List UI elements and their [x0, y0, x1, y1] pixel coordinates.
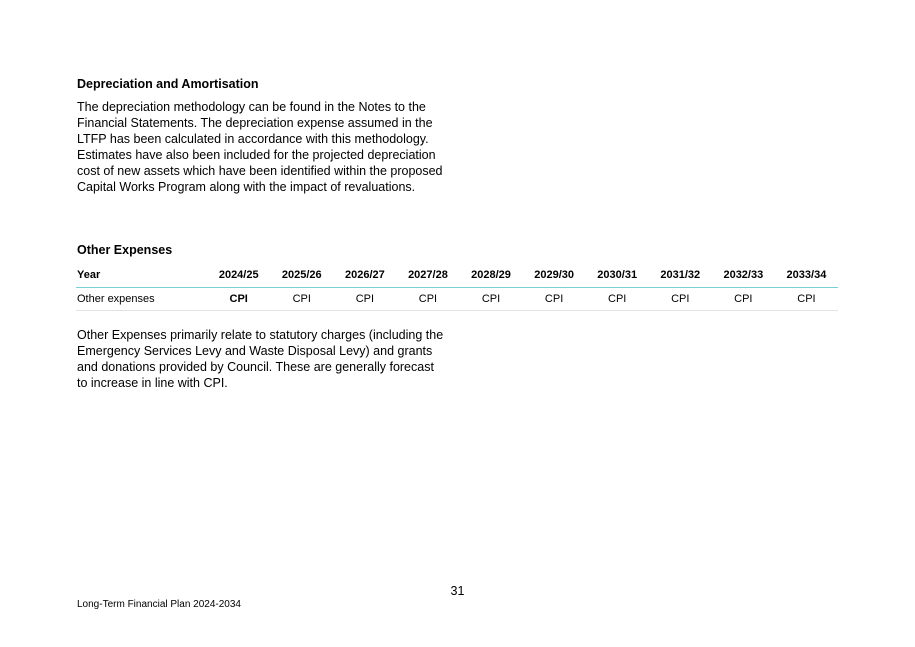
other-expenses-paragraph: Other Expenses primarily relate to statutory charges (including the Emergency Services Levy and Waste Disposal Levy) and grants and donations provided by Council. These are generally forecast to increase in line with CPI. — [77, 328, 444, 390]
table-cell: CPI — [586, 288, 649, 311]
footer-title: Long-Term Financial Plan 2024-2034 — [77, 599, 241, 610]
year-header: 2029/30 — [523, 262, 586, 288]
page-number: 31 — [450, 584, 465, 598]
other-expenses-table — [76, 262, 838, 311]
table-cell: CPI — [207, 288, 270, 311]
year-header: 2030/31 — [586, 262, 649, 288]
year-header: 2026/27 — [333, 262, 396, 288]
table-cell: CPI — [523, 288, 586, 311]
table-cell: CPI — [333, 288, 396, 311]
table-row — [76, 288, 838, 311]
table-header-row — [76, 262, 838, 288]
table-cell: CPI — [649, 288, 712, 311]
year-header: 2033/34 — [775, 262, 838, 288]
table-cell: CPI — [775, 288, 838, 311]
year-header: 2031/32 — [649, 262, 712, 288]
other-expenses-heading: Other Expenses — [77, 243, 173, 257]
table-cell: CPI — [396, 288, 459, 311]
table-cell: CPI — [712, 288, 775, 311]
depreciation-paragraph: The depreciation methodology can be found in the Notes to the Financial Statements. The depreciation expense assumed in the LTFP has been calculated in accordance with this methodology. Estimates have also been included for the projected depreciation cost of new assets which have been identified within the proposed Capital Works Program along with the impact of revaluations. — [77, 100, 443, 194]
table-cell: CPI — [270, 288, 333, 311]
table-cell: CPI — [459, 288, 522, 311]
year-header: 2032/33 — [712, 262, 775, 288]
year-header: 2025/26 — [270, 262, 333, 288]
year-header: 2028/29 — [459, 262, 522, 288]
depreciation-heading: Depreciation and Amortisation — [77, 77, 259, 91]
year-header: 2024/25 — [207, 262, 270, 288]
row-label: Other expenses — [76, 288, 207, 311]
year-header-label: Year — [76, 262, 207, 288]
year-header: 2027/28 — [396, 262, 459, 288]
